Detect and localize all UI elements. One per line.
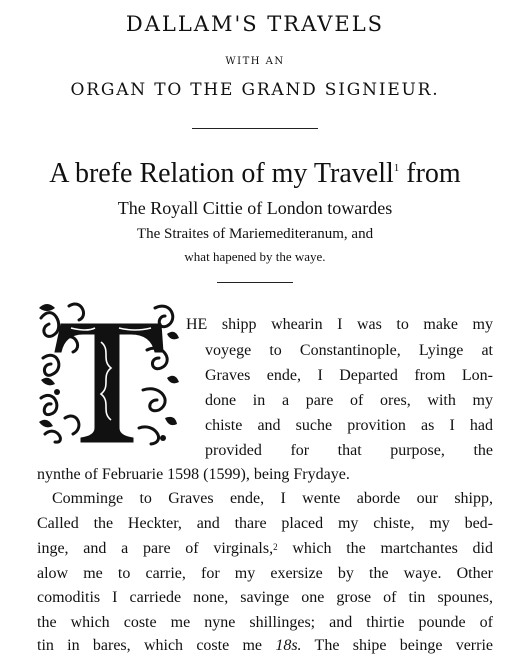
body-line-14 [37,637,493,655]
body-line-4: done in a pare of ores, with my [205,392,493,409]
body-line-8: Comminge to Graves ende, I wente aborde our shipp, [52,490,493,507]
body-line-10-b: which the martchantes did [277,540,494,557]
title-rule [192,128,318,129]
book-subtitle: ORGAN TO THE GRAND SIGNIEUR. [70,80,440,100]
heading-rule [217,282,293,283]
footnote-marker: 1 [393,162,400,174]
body-line-10-a: inge, and a pare of virginals, [37,540,274,557]
money-amount: 18s. [275,637,302,654]
body-line-3: Graves ende, I Departed from Lon- [205,367,493,384]
body-line-12: comoditis I carriede none, savinge one grose of tin spounes, [37,589,493,606]
chapter-subheading-2: The Straites of Mariemediteranum, and [136,226,374,242]
body-line-11: alow me to carrie, for my exersize by the waye. Other [37,565,493,582]
book-title: DALLAM'S TRAVELS [125,12,385,36]
body-line-5: chiste and suche provition as I had [205,417,493,434]
chapter-heading [0,158,510,190]
chapter-subheading-1: The Royall Cittie of London towardes [117,198,393,218]
body-line-10 [37,540,493,558]
title-connector: WITH AN [225,56,285,67]
body-line-14-c: The shipe beinge verrie [301,637,494,654]
chapter-heading-end: from [399,158,461,189]
body-line-9: Called the Heckter, and thare placed my chiste, my bed- [37,515,493,532]
body-line-14-a: tin in bares, which coste me [37,637,276,654]
ornate-drop-cap-T-icon [35,298,181,446]
chapter-subheading-3: what hapened by the waye. [184,249,326,264]
body-line-2: voyege to Constantinople, Lyinge at [205,342,493,359]
body-line-13: the which coste me nyne shillinges; and thirtie pounde of [37,614,493,631]
body-line-7: nynthe of Februarie 1598 (1599), being Frydaye. [37,466,350,483]
chapter-heading-text: A brefe Relation of my Travell [49,158,394,189]
footnote-marker-2: 2 [273,542,278,552]
body-line-1: HE shipp whearin I was to make my [186,316,493,333]
body-line-6: provided for that purpose, the [205,442,493,459]
